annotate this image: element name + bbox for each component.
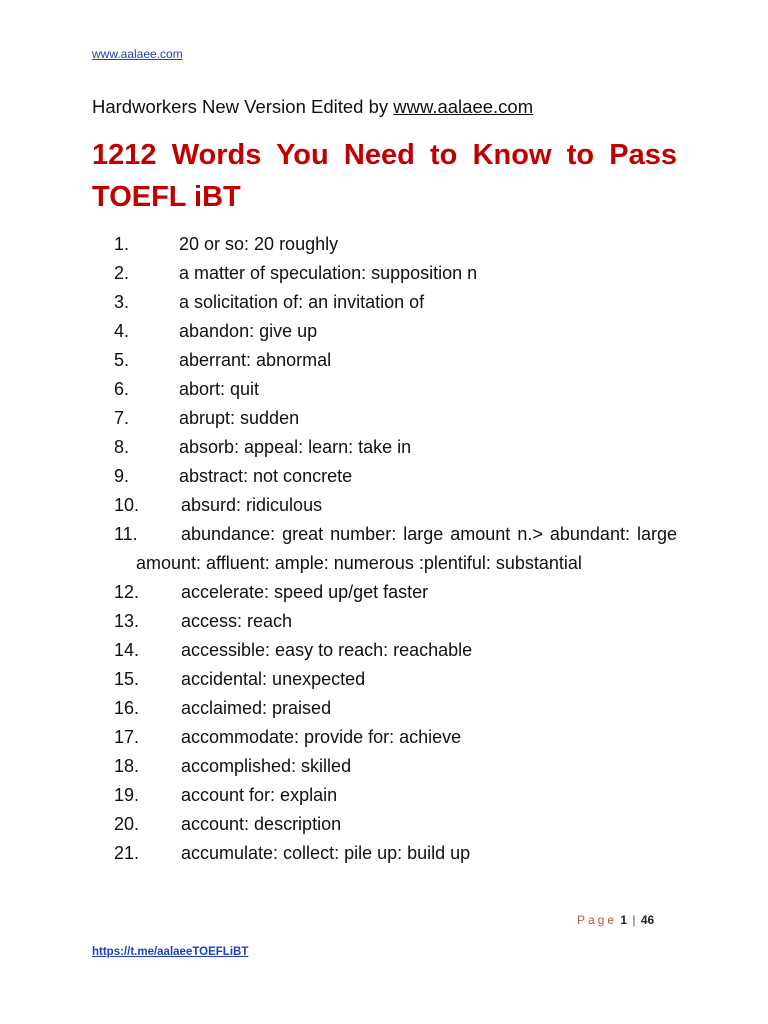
list-item-number: 3. [114, 292, 130, 312]
list-item-definition: abandon: give up [179, 321, 318, 341]
list-item [92, 520, 677, 578]
list-item [92, 404, 677, 433]
list-item-number: 8. [114, 437, 130, 457]
list-item [92, 230, 677, 259]
list-item-number: 9. [114, 466, 130, 486]
list-item [92, 317, 677, 346]
list-item-number: 7. [114, 408, 130, 428]
list-item [92, 346, 677, 375]
list-item [92, 462, 677, 491]
list-item-definition: absurd: ridiculous [181, 495, 323, 515]
list-item [92, 839, 677, 868]
list-item-definition: access: reach [181, 611, 293, 631]
list-item [92, 752, 677, 781]
list-item-definition: accidental: unexpected [181, 669, 366, 689]
list-item-number: 15. [114, 669, 140, 689]
subtitle-prefix: Hardworkers New Version Edited by [92, 96, 394, 117]
list-item-number: 4. [114, 321, 130, 341]
page-separator: | [632, 913, 636, 927]
list-item-definition: accomplished: skilled [181, 756, 352, 776]
list-item [92, 636, 677, 665]
list-item-definition: accumulate: collect: pile up: build up [181, 843, 471, 863]
subtitle-website-link[interactable]: www.aalaee.com [393, 96, 534, 117]
title-line-1: 1212 Words You Need to Know to Pass [92, 139, 677, 171]
list-item-number: 5. [114, 350, 130, 370]
list-item-number: 11. [114, 524, 138, 544]
footer-telegram-link[interactable]: https://t.me/aalaeeTOEFLiBT [92, 946, 249, 958]
page-indicator [577, 913, 654, 927]
list-item-definition: a matter of speculation: supposition n [179, 263, 478, 283]
list-item-number: 2. [114, 263, 130, 283]
list-item [92, 810, 677, 839]
list-item-number: 18. [114, 756, 140, 776]
list-item-number: 17. [114, 727, 140, 747]
list-item-definition: account for: explain [181, 785, 338, 805]
list-item-number: 12. [114, 582, 140, 602]
subtitle [92, 96, 533, 118]
list-item [92, 781, 677, 810]
list-item-number: 13. [114, 611, 140, 631]
list-item-number: 14. [114, 640, 140, 660]
list-item [92, 694, 677, 723]
list-item-definition: 20 or so: 20 roughly [179, 234, 339, 254]
title-line-2: TOEFL iBT [92, 181, 241, 213]
list-item [92, 288, 677, 317]
header-website-link[interactable]: www.aalaee.com [92, 47, 183, 61]
list-item-definition: abstract: not concrete [179, 466, 353, 486]
list-item [92, 259, 677, 288]
list-item [92, 607, 677, 636]
list-item-definition: accommodate: provide for: achieve [181, 727, 462, 747]
list-item-definition: accelerate: speed up/get faster [181, 582, 429, 602]
list-item [92, 665, 677, 694]
list-item [92, 433, 677, 462]
list-item-number: 16. [114, 698, 140, 718]
total-pages: 46 [640, 913, 655, 927]
list-item-definition: absorb: appeal: learn: take in [179, 437, 412, 457]
list-item-number: 6. [114, 379, 130, 399]
list-item [92, 578, 677, 607]
list-item-definition: abrupt: sudden [179, 408, 300, 428]
list-item-definition: abundance: great number: large amount n.> abundant: large amount: affluent: ample: numerous :plentiful: substantial [136, 524, 677, 573]
list-item-definition: abort: quit [179, 379, 260, 399]
list-item-number: 20. [114, 814, 140, 834]
page-title [92, 134, 677, 218]
list-item-definition: a solicitation of: an invitation of [179, 292, 425, 312]
list-item-number: 10. [114, 495, 140, 515]
list-item [92, 491, 677, 520]
list-item-definition: acclaimed: praised [181, 698, 332, 718]
list-item-number: 21. [114, 843, 140, 863]
list-item-definition: accessible: easy to reach: reachable [181, 640, 473, 660]
list-item-number: 19. [114, 785, 140, 805]
page-number: 1 [620, 913, 628, 927]
list-item-number: 1. [114, 234, 130, 254]
list-item [92, 723, 677, 752]
list-item [92, 375, 677, 404]
list-item-definition: aberrant: abnormal [179, 350, 332, 370]
page-label: Page [577, 913, 618, 927]
list-item-definition: account: description [181, 814, 342, 834]
word-list [92, 230, 677, 868]
